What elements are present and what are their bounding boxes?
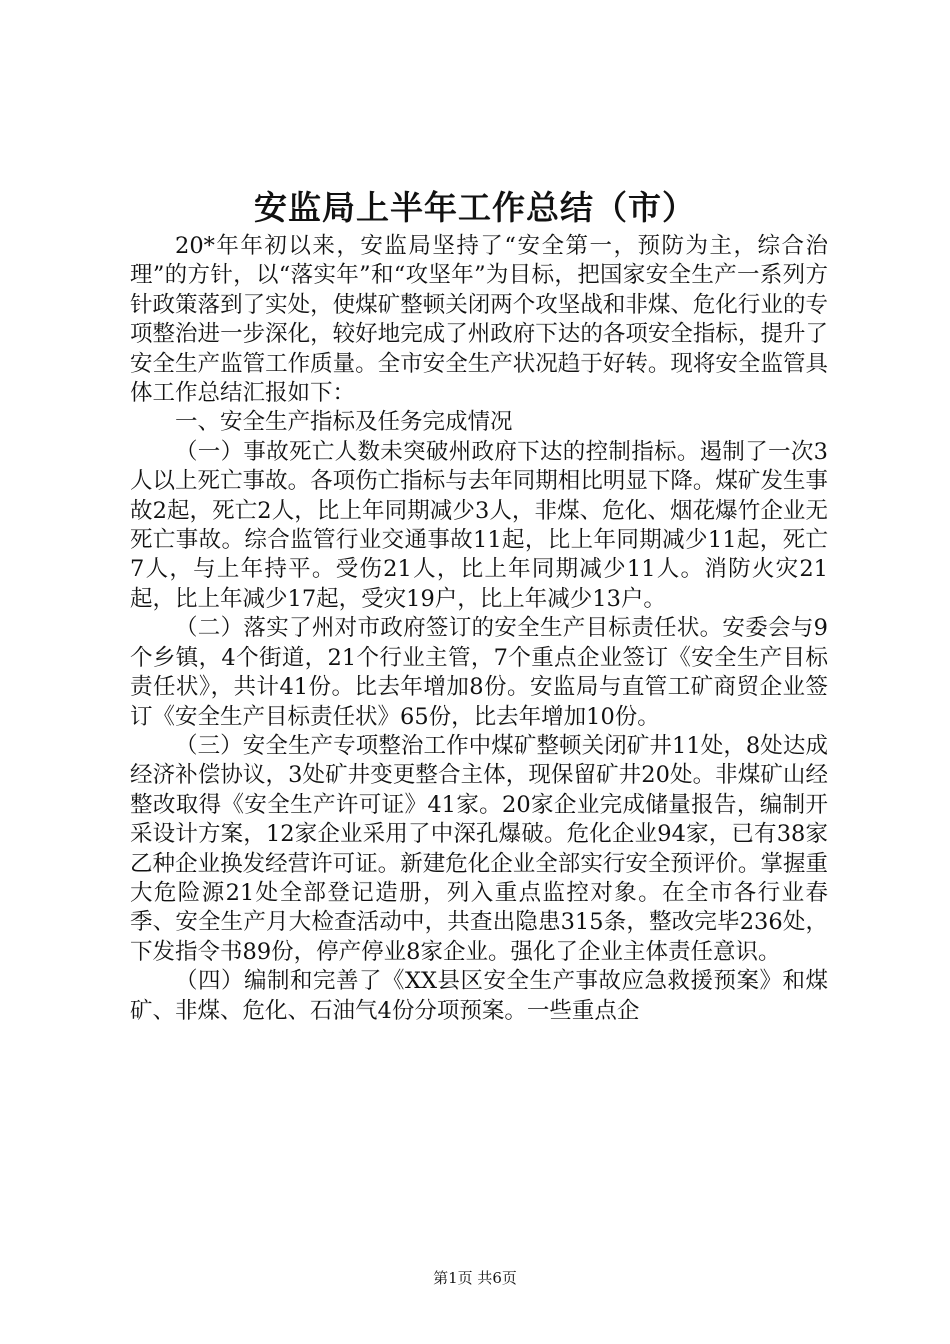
paragraph-item-3: （三）安全生产专项整治工作中煤矿整顿关闭矿井11处，8处达成经济补偿协议，3处矿井变更整合主体，现保留矿井20处。非煤矿山经整改取得《安全生产许可证》41家。20家企业完成储量报告，编制开采设计方案，12家企业采用了中深孔爆破。危化企业94家，已有38家乙种企业换发经营许可证。新建危化企业全部实行安全预评价。掌握重大危险源21处全部登记造册，列入重点监控对象。在全市各行业春季、安全生产月大检查活动中，共查出隐患315条，整改完毕236处，下发指令书89份，停产停业8家企业。强化了企业主体责任意识。 <box>130 732 828 965</box>
paragraph-intro: 20*年年初以来，安监局坚持了“安全第一，预防为主，综合治理”的方针，以“落实年”和“攻坚年”为目标，把国家安全生产一系列方针政策落到了实处，使煤矿整顿关闭两个攻坚战和非煤、危化行业的专项整治进一步深化，较好地完成了州政府下达的各项安全指标，提升了安全生产监管工作质量。全市安全生产状况趋于好转。现将安全监管具体工作总结汇报如下： <box>130 233 828 407</box>
paragraph-item-1: （一）事故死亡人数未突破州政府下达的控制指标。遏制了一次3人以上死亡事故。各项伤亡指标与去年同期相比明显下降。煤矿发生事故2起，死亡2人，比上年同期减少3人，非煤、危化、烟花爆竹企业无死亡事故。综合监管行业交通事故11起，比上年同期减少11起，死亡7人，与上年持平。受伤21人，比上年同期减少11人。消防火灾21起，比上年减少17起，受灾19户，比上年减少13户。 <box>130 438 828 612</box>
document-body <box>130 232 828 1026</box>
document-title: 安监局上半年工作总结（市） <box>254 188 696 227</box>
paragraph-item-2: （二）落实了州对市政府签订的安全生产目标责任状。安委会与9个乡镇，4个街道，21个行业主管，7个重点企业签订《安全生产目标责任状》，共计41份。比去年增加8份。安监局与直管工矿商贸企业签订《安全生产目标责任状》65份，比去年增加10份。 <box>130 615 828 730</box>
paragraph-item-4: （四）编制和完善了《XX县区安全生产事故应急救援预案》和煤矿、非煤、危化、石油气4份分项预案。一些重点企 <box>130 968 828 1024</box>
section-heading: 一、安全生产指标及任务完成情况 <box>175 409 513 436</box>
page-footer: 第1页 共6页 <box>433 1269 517 1287</box>
